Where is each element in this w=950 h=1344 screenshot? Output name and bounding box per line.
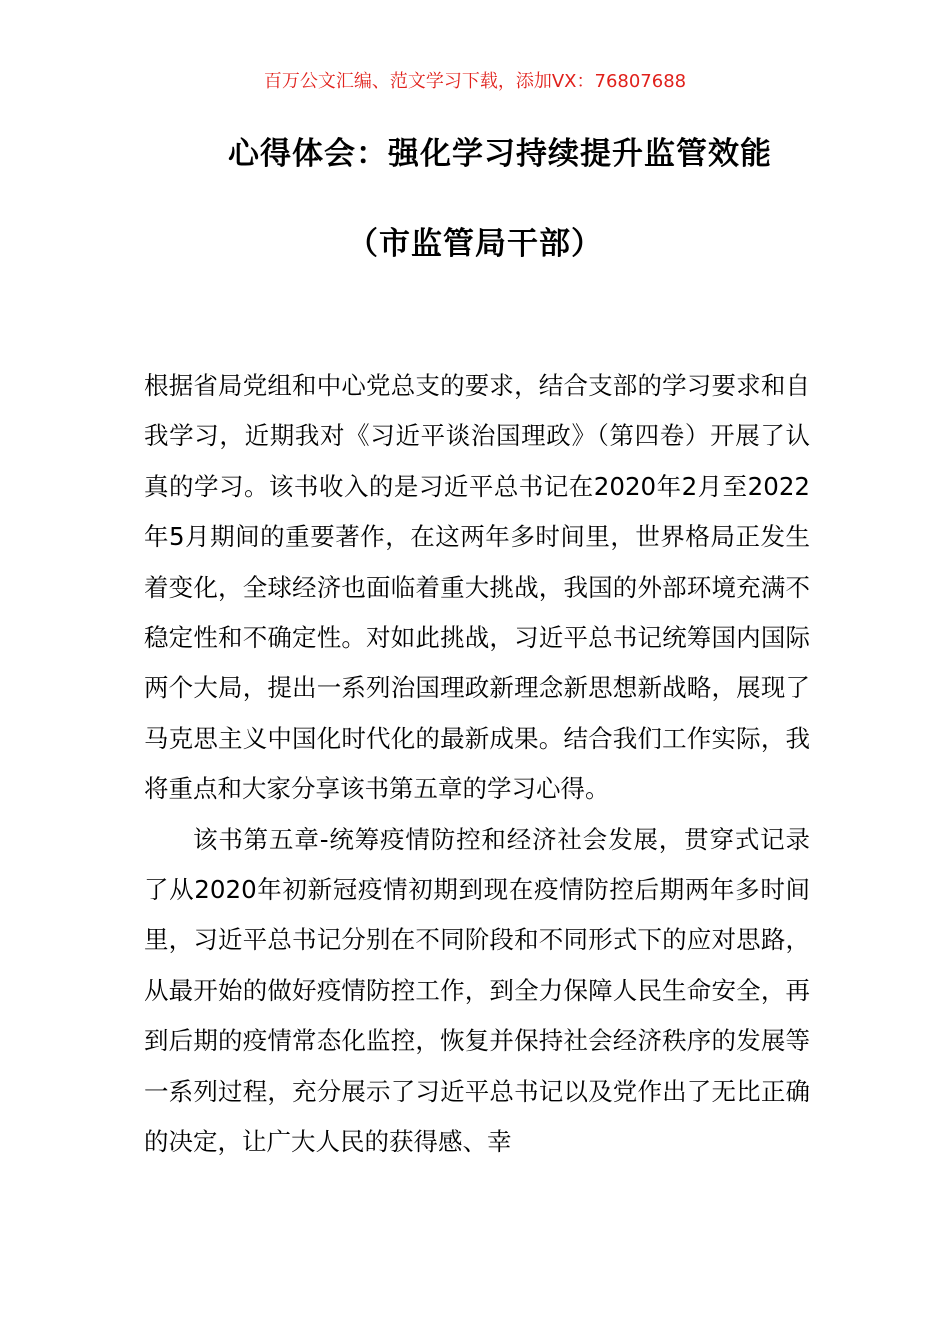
body-paragraph-1: 根据省局党组和中心党总支的要求，结合支部的学习要求和自我学习，近期我对《习近平谈治国理政》（第四卷）开展了认真的学习。该书收入的是习近平总书记在2020年2月至2022年5月期间的重要著作，在这两年多时间里，世界格局正发生着变化，全球经济也面临着重大挑战，我国的外部环境充满不稳定性和不确定性。对如此挑战，习近平总书记统筹国内国际两个大局，提出一系列治国理政新理念新思想新战略，展现了马克思主义中国化时代化的最新成果。结合我们工作实际，我将重点和大家分享该书第五章的学习心得。 bbox=[144, 371, 810, 804]
document-body bbox=[144, 361, 810, 1168]
header-promo-note: 百万公文汇编、范文学习下载，添加VX：76807688 bbox=[263, 71, 687, 92]
document-title: 心得体会：强化学习持续提升监管效能 bbox=[228, 136, 772, 172]
document-subtitle: （市监管局干部） bbox=[347, 226, 603, 262]
body-paragraph-2: 该书第五章-统筹疫情防控和经济社会发展，贯穿式记录了从2020年初新冠疫情初期到现在疫情防控后期两年多时间里，习近平总书记分别在不同阶段和不同形式下的应对思路，从最开始的做好疫情防控工作，到全力保障人民生命安全，再到后期的疫情常态化监控，恢复并保持社会经济秩序的发展等一系列过程，充分展示了习近平总书记以及党作出了无比正确的决定，让广大人民的获得感、幸 bbox=[144, 824, 810, 1157]
